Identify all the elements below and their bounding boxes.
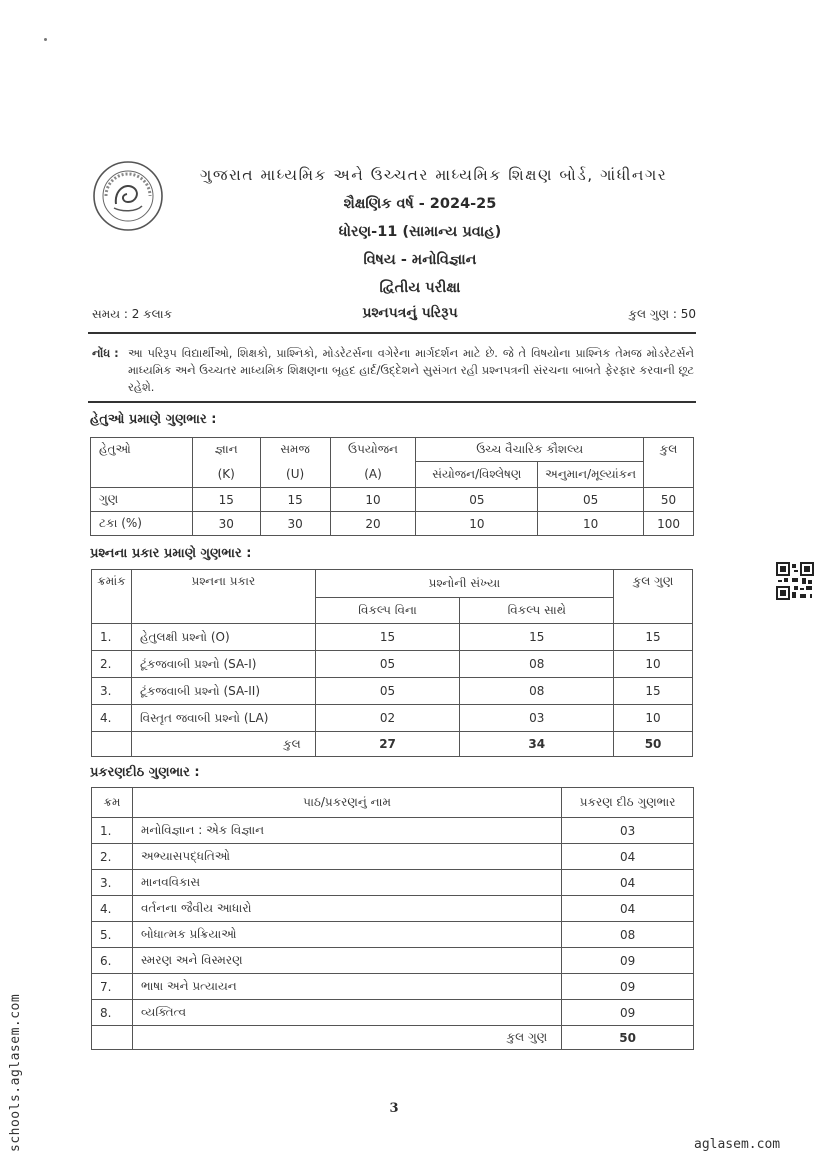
table-row — [92, 651, 693, 678]
table-row — [92, 844, 694, 870]
header-objectives: હેતુઓ — [91, 438, 193, 488]
note-block — [92, 345, 694, 396]
cell-no: 5. — [92, 922, 133, 948]
objective-weightage-table — [90, 437, 694, 536]
board-seal-logo — [92, 160, 164, 232]
divider — [88, 332, 696, 334]
divider — [88, 401, 696, 403]
qr-code-icon — [776, 562, 814, 600]
exam-time: સમય : 2 કલાક — [92, 307, 173, 321]
header-without-option: વિકલ્પ વિના — [315, 598, 460, 624]
header-knowledge-code: (K) — [192, 462, 260, 488]
header-name: પાઠ/પ્રકરણનું નામ — [132, 788, 561, 818]
cell-with: 03 — [460, 705, 614, 732]
header-no: ક્રમાંક — [92, 570, 132, 624]
header-analysis: સંયોજન/વિશ્લેષણ — [416, 462, 538, 488]
cell-no: 1. — [92, 624, 132, 651]
header-no: ક્રમ — [92, 788, 133, 818]
cell-understanding: 15 — [260, 488, 330, 512]
cell-chapter-name: બોધાત્મક પ્રક્રિયાઓ — [132, 922, 561, 948]
cell-empty — [92, 1026, 133, 1050]
cell-no: 4. — [92, 705, 132, 732]
header-total: કુલ — [644, 438, 694, 488]
header-evaluation: અનુમાન/મૂલ્યાંકન — [538, 462, 644, 488]
header-understanding: સમજ — [260, 438, 330, 462]
question-type-table — [91, 569, 693, 757]
footer-watermark: aglasem.com — [694, 1137, 781, 1152]
header-understanding-code: (U) — [260, 462, 330, 488]
cell-marks: 04 — [562, 844, 694, 870]
row-label: ગુણ — [91, 488, 193, 512]
cell-evaluation: 05 — [538, 488, 644, 512]
total-label: કુલ ગુણ — [132, 1026, 561, 1050]
cell-chapter-name: વ્યક્તિત્વ — [132, 1000, 561, 1026]
cell-no: 1. — [92, 818, 133, 844]
total-marks-cell: 50 — [614, 732, 693, 757]
paper-title: પ્રશ્નપત્રનું પરિરૂપ — [362, 305, 458, 321]
total-label: કુલ — [131, 732, 315, 757]
header-type: પ્રશ્નના પ્રકાર — [131, 570, 315, 624]
cell-marks: 04 — [562, 896, 694, 922]
cell-total: 100 — [644, 512, 694, 536]
total-with: 34 — [460, 732, 614, 757]
header-with-option: વિકલ્પ સાથે — [460, 598, 614, 624]
table-row — [92, 870, 694, 896]
total-row — [92, 1026, 694, 1050]
cell-application: 20 — [330, 512, 416, 536]
table-row — [92, 818, 694, 844]
cell-evaluation: 10 — [538, 512, 644, 536]
cell-empty — [92, 732, 132, 757]
cell-marks: 10 — [614, 651, 693, 678]
header-count: પ્રશ્નોની સંખ્યા — [315, 570, 613, 598]
total-marks-cell: 50 — [562, 1026, 694, 1050]
subject: વિષય - મનોવિજ્ઞાન — [363, 252, 477, 268]
cell-with: 08 — [460, 678, 614, 705]
cell-marks: 09 — [562, 974, 694, 1000]
cell-type: ટૂંકજવાબી પ્રશ્નો (SA-I) — [131, 651, 315, 678]
table-row — [91, 488, 694, 512]
cell-type: ટૂંકજવાબી પ્રશ્નો (SA-II) — [131, 678, 315, 705]
cell-marks: 09 — [562, 1000, 694, 1026]
cell-marks: 15 — [614, 624, 693, 651]
page-number: 3 — [389, 1101, 399, 1116]
side-watermark: schools.aglasem.com — [8, 993, 23, 1152]
exam-name: દ્વિતીય પરીક્ષા — [379, 280, 461, 296]
table-row — [92, 974, 694, 1000]
question-type-weightage-title: પ્રશ્નના પ્રકાર પ્રમાણે ગુણભાર : — [90, 546, 252, 561]
note-label: નોંધ : — [92, 346, 119, 360]
cell-marks: 08 — [562, 922, 694, 948]
cell-type: વિસ્તૃત જવાબી પ્રશ્નો (LA) — [131, 705, 315, 732]
cell-analysis: 10 — [416, 512, 538, 536]
header-hots: ઉચ્ચ વૈચારિક કૌશલ્ય — [416, 438, 644, 462]
cell-application: 10 — [330, 488, 416, 512]
cell-marks: 10 — [614, 705, 693, 732]
objective-weightage-title: હેતુઓ પ્રમાણે ગુણભાર : — [90, 412, 217, 427]
table-row — [91, 512, 694, 536]
chapter-weightage-table — [91, 787, 694, 1050]
cell-no: 4. — [92, 896, 133, 922]
cell-chapter-name: અભ્યાસપદ્ધતિઓ — [132, 844, 561, 870]
cell-without: 05 — [315, 678, 460, 705]
cell-knowledge: 15 — [192, 488, 260, 512]
cell-total: 50 — [644, 488, 694, 512]
cell-no: 2. — [92, 844, 133, 870]
cell-chapter-name: મનોવિજ્ઞાન : એક વિજ્ઞાન — [132, 818, 561, 844]
cell-no: 2. — [92, 651, 132, 678]
cell-analysis: 05 — [416, 488, 538, 512]
cell-chapter-name: સ્મરણ અને વિસ્મરણ — [132, 948, 561, 974]
standard: ધોરણ-11 (સામાન્ય પ્રવાહ) — [338, 224, 502, 240]
cell-without: 02 — [315, 705, 460, 732]
cell-with: 08 — [460, 651, 614, 678]
total-without: 27 — [315, 732, 460, 757]
academic-year: શૈક્ષણિક વર્ષ - 2024-25 — [343, 196, 497, 212]
scan-speck — [44, 38, 47, 41]
cell-chapter-name: વર્તનના જૈવીય આધારો — [132, 896, 561, 922]
cell-understanding: 30 — [260, 512, 330, 536]
table-row — [92, 678, 693, 705]
note-text: આ પરિરૂપ વિદ્યાર્થીઓ, શિક્ષકો, પ્રાશ્નિકો, મોડરેટર્સના વગેરેના માર્ગદર્શન માટે છે. જે તે વિષયોના પ્રાશ્નિક તેમજ મોડરેટર્સને માધ્યમિક અને ઉચ્ચતર માધ્યમિક શિક્ષણના બૃહદ હાર્દ/ઉદ્દેશને સુસંગત રહી પ્રશ્નપત્રની સંરચના બાબતે ફેરફાર કરવાની છૂટ રહેશે. — [128, 346, 694, 394]
header-marks: કુલ ગુણ — [614, 570, 693, 624]
table-row — [92, 948, 694, 974]
cell-without: 15 — [315, 624, 460, 651]
row-label: ટકા (%) — [91, 512, 193, 536]
cell-chapter-name: ભાષા અને પ્રત્યાયન — [132, 974, 561, 1000]
table-row — [92, 922, 694, 948]
cell-no: 3. — [92, 678, 132, 705]
header-knowledge: જ્ઞાન — [192, 438, 260, 462]
chapter-weightage-title: પ્રકરણદીઠ ગુણભાર : — [90, 765, 200, 780]
cell-with: 15 — [460, 624, 614, 651]
header-application-code: (A) — [330, 462, 416, 488]
cell-type: હેતુલક્ષી પ્રશ્નો (O) — [131, 624, 315, 651]
cell-without: 05 — [315, 651, 460, 678]
table-row — [92, 896, 694, 922]
cell-chapter-name: માનવવિકાસ — [132, 870, 561, 896]
board-name: ગુજરાત માધ્યમિક અને ઉચ્ચતર માધ્યમિક શિક્ષણ બોર્ડ, ગાંધીનગર — [200, 166, 668, 184]
table-row — [92, 1000, 694, 1026]
cell-marks: 03 — [562, 818, 694, 844]
table-row — [92, 624, 693, 651]
header-application: ઉપયોજન — [330, 438, 416, 462]
cell-no: 8. — [92, 1000, 133, 1026]
total-marks: કુલ ગુણ : 50 — [628, 307, 696, 321]
cell-marks: 04 — [562, 870, 694, 896]
total-row — [92, 732, 693, 757]
cell-no: 7. — [92, 974, 133, 1000]
cell-marks: 09 — [562, 948, 694, 974]
cell-knowledge: 30 — [192, 512, 260, 536]
table-row — [92, 705, 693, 732]
cell-no: 6. — [92, 948, 133, 974]
cell-no: 3. — [92, 870, 133, 896]
header-marks: પ્રકરણ દીઠ ગુણભાર — [562, 788, 694, 818]
cell-marks: 15 — [614, 678, 693, 705]
